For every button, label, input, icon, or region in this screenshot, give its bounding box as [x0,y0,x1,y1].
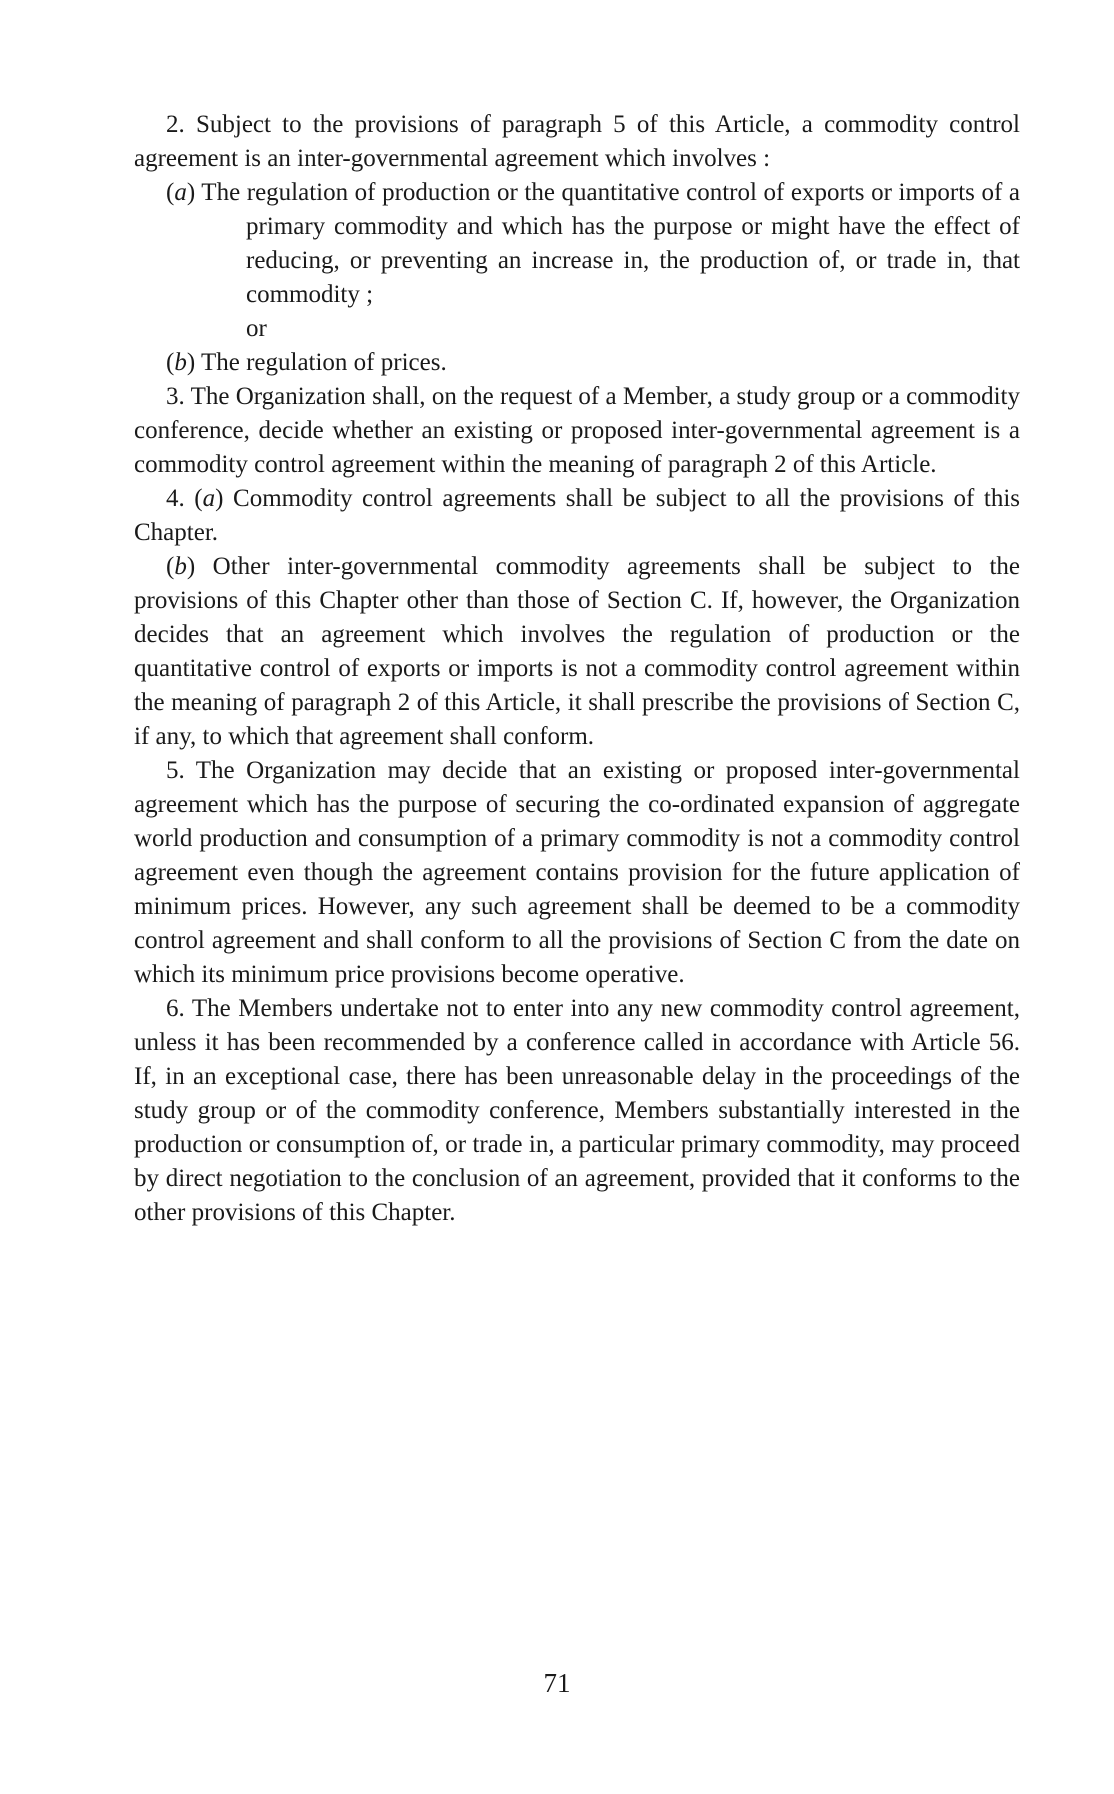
paragraph-4-item-a-label: a [202,485,216,512]
paragraph-4-item-b: (b) Other inter-governmental commodity agreements shall be subject to the provisions of this Chapter other than those of Section C. If, however, the Organization decides that an agreement which involves the regulation of production or the quantitative control of exports or imports is not a commodity control agreement within the meaning of paragraph 2 of this Article, it shall prescribe the provisions of Section C, if any, to which that agreement shall conform. [134,553,1020,750]
paragraph-2-item-a: (a) The regulation of production or the quantitative control of exports or imports of a primary commodity and which has the purpose or might have the effect of reducing, or preventing an increase in, the production of, or trade in, that commodity ; [166,179,1021,308]
paragraph-2-item-b-label: b [174,349,187,376]
paragraph-4-item-b-text: Other inter-governmental commodity agreements shall be subject to the provisions of this Chapter other than those of Section C. If, however, the Organization decides that an agreement which involves the regulation of production or the quantitative control of exports or imports is not a commodity control agreement within the meaning of paragraph 2 of this Article, it shall prescribe the provisions of Section C, if any, to which that agreement shall conform. [134,553,1020,750]
paragraph-2-text: Subject to the provisions of paragraph 5 of this Article, a commodity control agreement is an inter-governmental agreement which involves : [134,111,1020,172]
paragraph-2-item-a-label: a [174,179,187,206]
paragraph-2 [134,108,1020,176]
paragraph-2-or: or [246,315,267,342]
paragraph-2-item-a-text: The regulation of production or the quantitative control of exports or imports of a primary commodity and which has the purpose or might have the effect of reducing, or preventing an increase in, the production of, or trade in, that commodity ; [201,179,1021,308]
paragraph-6-text: The Members undertake not to enter into any new commodity control agreement, unless it has been recommended by a conference called in accordance with Article 56. If, in an exceptional case, there has been unreasonable delay in the proceedings of the study group or of the commodity conference, Members substantially interested in the production or consumption of, or trade in, a particular primary commodity, may proceed by direct negotiation to the conclusion of an agreement, provided that it conforms to the other provisions of this Chapter. [134,995,1020,1226]
paragraph-5-text: The Organization may decide that an existing or proposed inter-governmental agreement which has the purpose of securing the co-ordinated expansion of aggregate world production and consumption of a primary commodity is not a commodity control agreement even though the agreement contains provision for the future application of minimum prices. However, any such agreement shall be deemed to be a commodity control agreement and shall conform to all the provisions of Section C from the date on which its minimum price provisions become operative. [134,757,1020,988]
page-number: 71 [543,1668,571,1698]
paragraph-5 [134,754,1020,992]
paragraph-6 [134,992,1020,1230]
paragraph-4-item-a: 4. (a) Commodity control agreements shall be subject to all the provisions of this Chapter. [134,485,1021,546]
paragraph-2-number: 2. [166,111,185,138]
paragraph-3-text: The Organization shall, on the request of a Member, a study group or a commodity conference, decide whether an existing or proposed inter-governmental agreement is a commodity control agreement within the meaning of paragraph 2 of this Article. [134,383,1020,478]
paragraph-4-item-b-label: b [174,553,187,580]
document-page [134,108,1020,1230]
paragraph-2-item-b-text: The regulation of prices. [200,349,447,376]
paragraph-2-item-b: (b) The regulation of prices. [166,349,447,376]
paragraph-6-number: 6. [166,995,185,1022]
paragraph-5-number: 5. [166,757,185,784]
paragraph-4-item-a-text: Commodity control agreements shall be subject to all the provisions of this Chapter. [134,485,1021,546]
paragraph-3-number: 3. [166,383,185,410]
paragraph-4-number: 4. [166,485,185,512]
paragraph-3 [134,380,1020,482]
